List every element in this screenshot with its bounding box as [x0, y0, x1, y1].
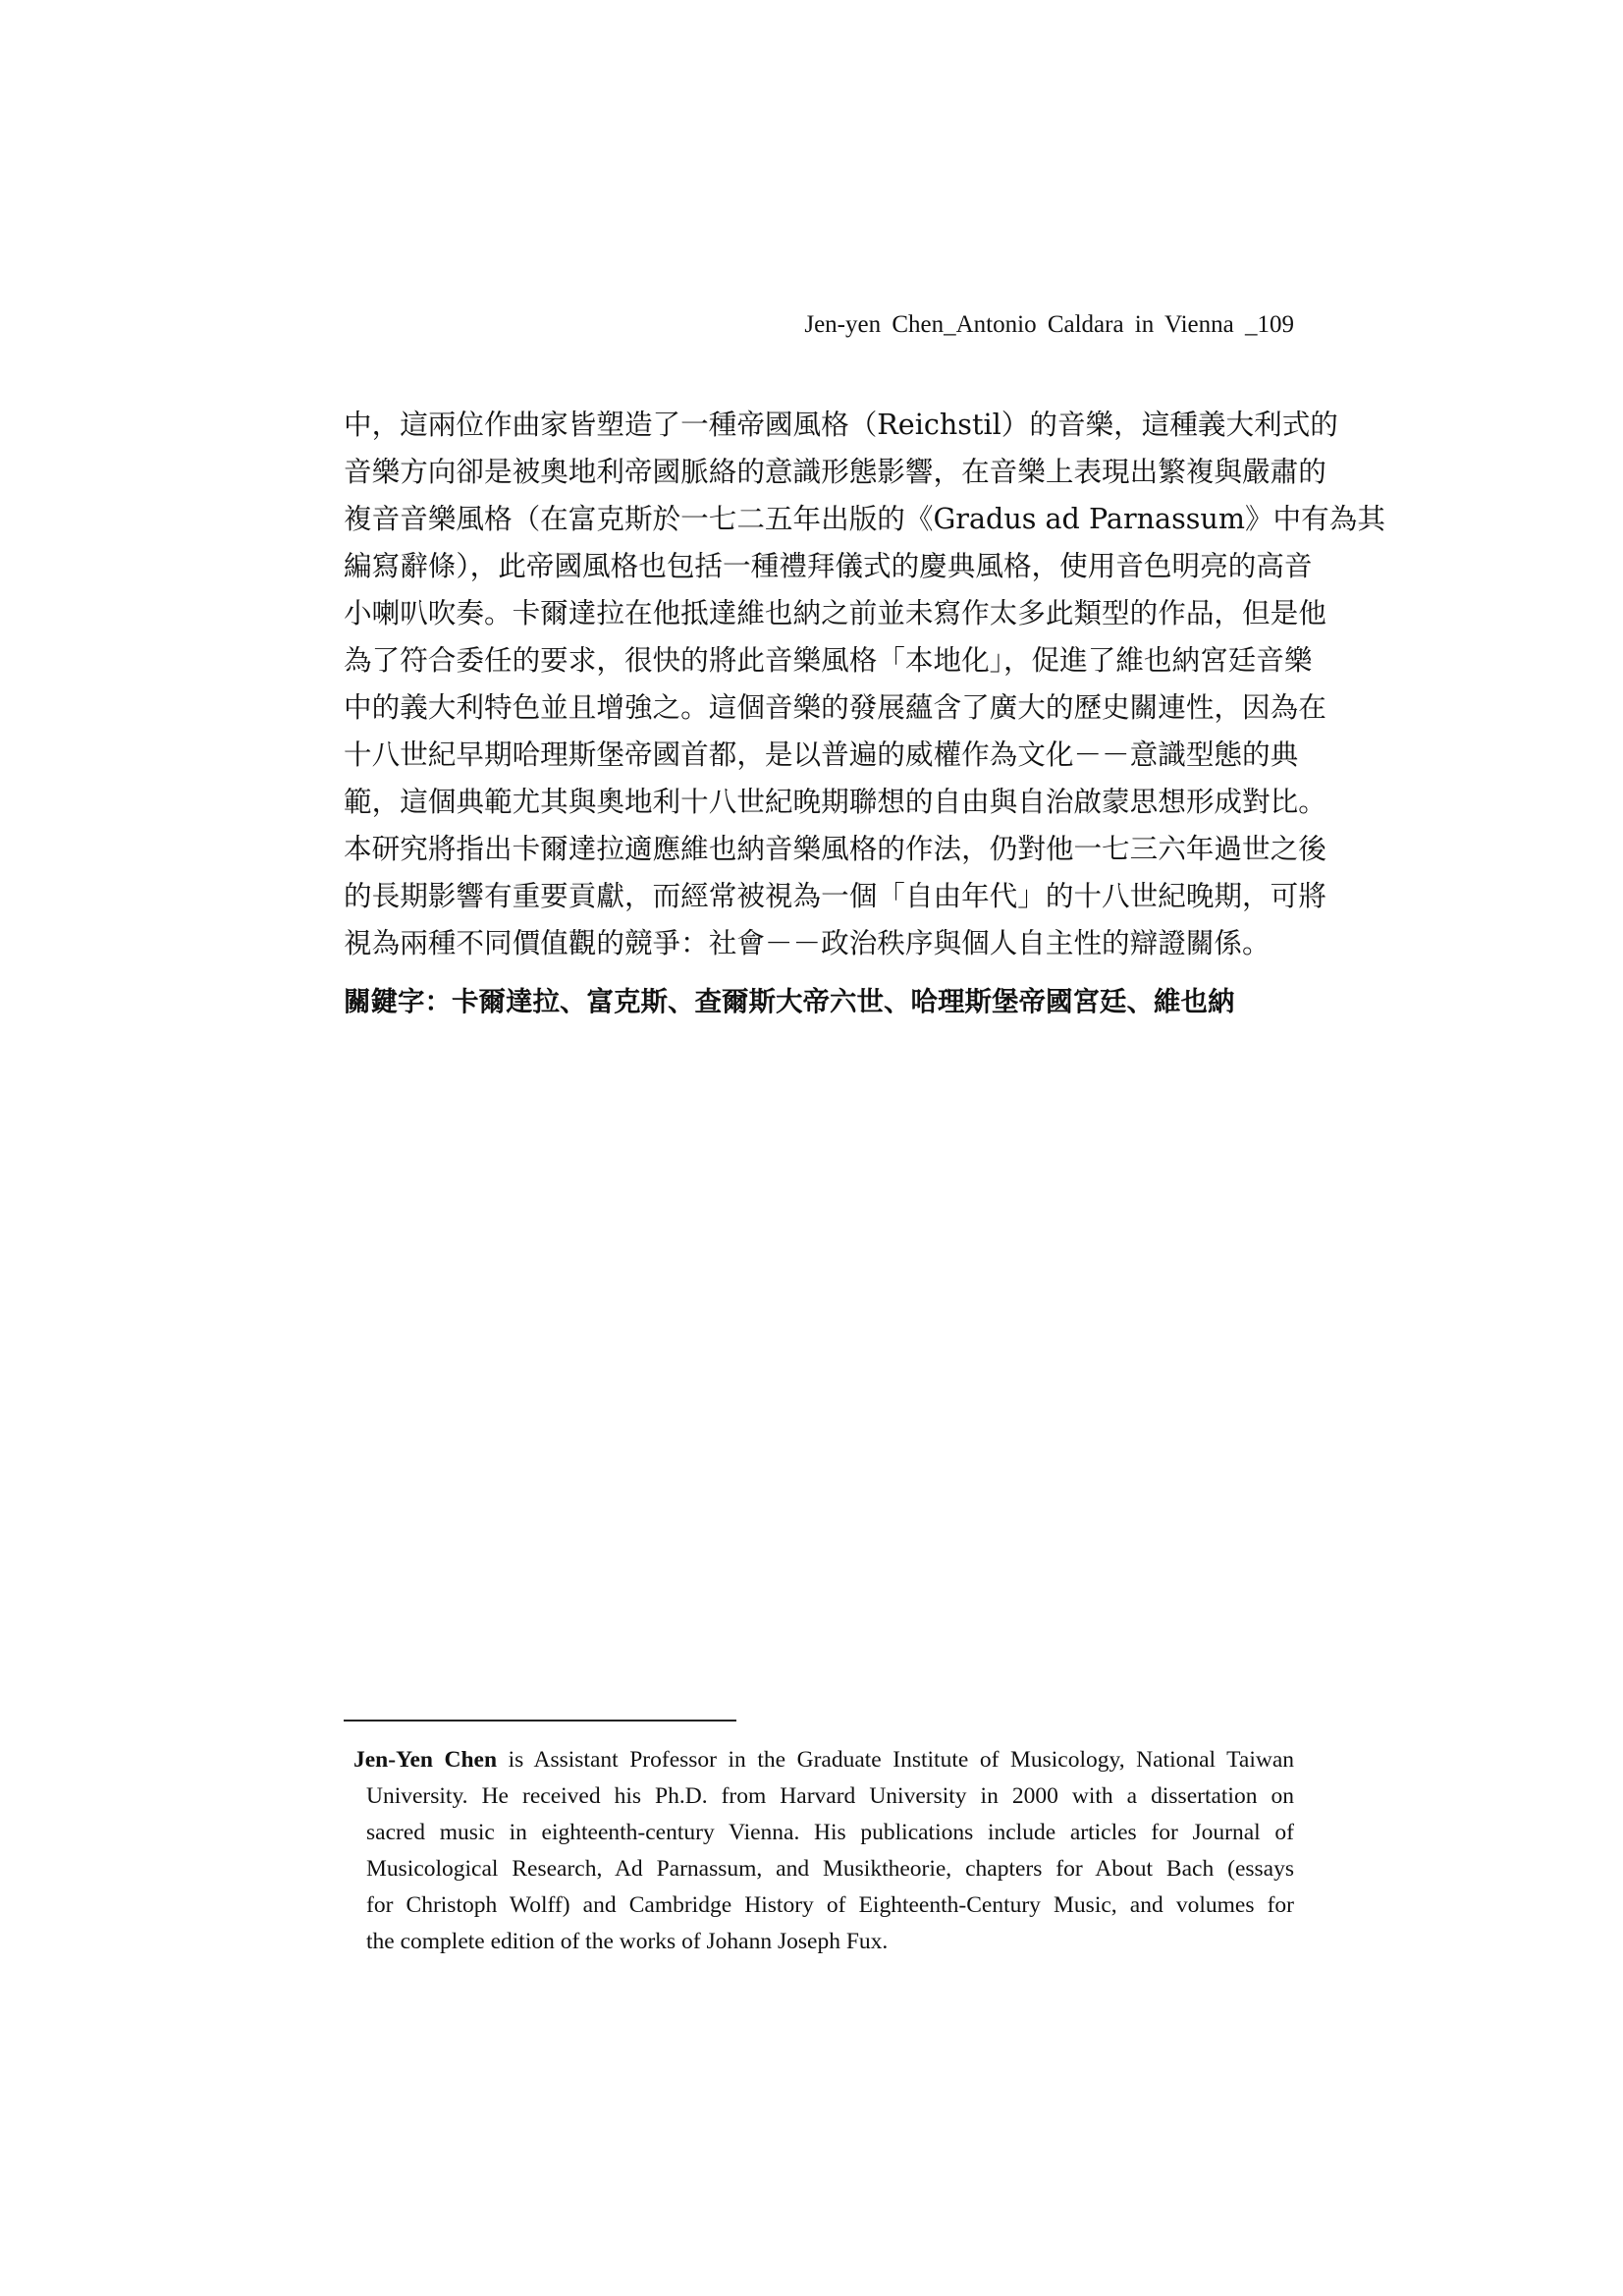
abstract-line: 範，這個典範尤其與奧地利十八世紀晚期聯想的自由與自治啟蒙思想形成對比。 [344, 785, 1326, 818]
abstract-line: 中，這兩位作曲家皆塑造了一種帝國風格（Reichstil）的音樂，這種義大利式的 [344, 408, 1338, 441]
abstract-line: 為了符合委任的要求，很快的將此音樂風格「本地化」，促進了維也納宮廷音樂 [344, 643, 1313, 677]
author-note [344, 1742, 1294, 1960]
running-head: Jen-yen Chen_Antonio Caldara in Vienna _109 [804, 311, 1294, 338]
author-note-text: is Assistant Professor in the Graduate Institute of Musicology, National Taiwan [497, 1747, 1294, 1773]
abstract-line: 十八世紀早期哈理斯堡帝國首都，是以普遍的威權作為文化－－意識型態的典 [344, 738, 1299, 771]
abstract-line: 視為兩種不同價值觀的競爭：社會－－政治秩序與個人自主性的辯證關係。 [344, 926, 1271, 959]
author-note-line: sacred music in eighteenth-century Vienna. His publications include articles for Journal of [366, 1820, 1294, 1845]
abstract-line: 編寫辭條），此帝國風格也包括一種禮拜儀式的慶典風格，使用音色明亮的高音 [344, 549, 1313, 582]
abstract-line: 小喇叭吹奏。卡爾達拉在他抵達維也納之前並未寫作太多此類型的作品，但是他 [344, 596, 1326, 629]
author-note-line: University. He received his Ph.D. from Harvard University in 2000 with a dissertation on [366, 1783, 1294, 1809]
author-note-line: Musicological Research, Ad Parnassum, and Musiktheorie, chapters for About Bach (essays [366, 1856, 1294, 1882]
author-note-line: for Christoph Wolff) and Cambridge History of Eighteenth-Century Music, and volumes for [366, 1892, 1294, 1918]
author-name: Jen-Yen Chen [353, 1747, 498, 1773]
abstract-line: 本研究將指出卡爾達拉適應維也納音樂風格的作法，仍對他一七三六年過世之後 [344, 832, 1326, 865]
author-note-line [344, 1742, 1294, 1778]
footnote-rule [344, 1720, 736, 1722]
abstract-body [344, 401, 1385, 966]
abstract-line: 中的義大利特色並且增強之。這個音樂的發展蘊含了廣大的歷史關連性，因為在 [344, 690, 1326, 724]
abstract-line: 的長期影響有重要貢獻，而經常被視為一個「自由年代」的十八世紀晚期，可將 [344, 879, 1326, 912]
abstract-line: 音樂方向卻是被奧地利帝國脈絡的意識形態影響，在音樂上表現出繁複與嚴肅的 [344, 455, 1326, 488]
abstract-line: 複音音樂風格（在富克斯於一七二五年出版的《Gradus ad Parnassum》中有為其 [344, 502, 1385, 535]
author-note-line: the complete edition of the works of Johann Joseph Fux. [366, 1929, 889, 1954]
keywords: 關鍵字：卡爾達拉、富克斯、查爾斯大帝六世、哈理斯堡帝國宮廷、維也納 [344, 986, 1235, 1017]
